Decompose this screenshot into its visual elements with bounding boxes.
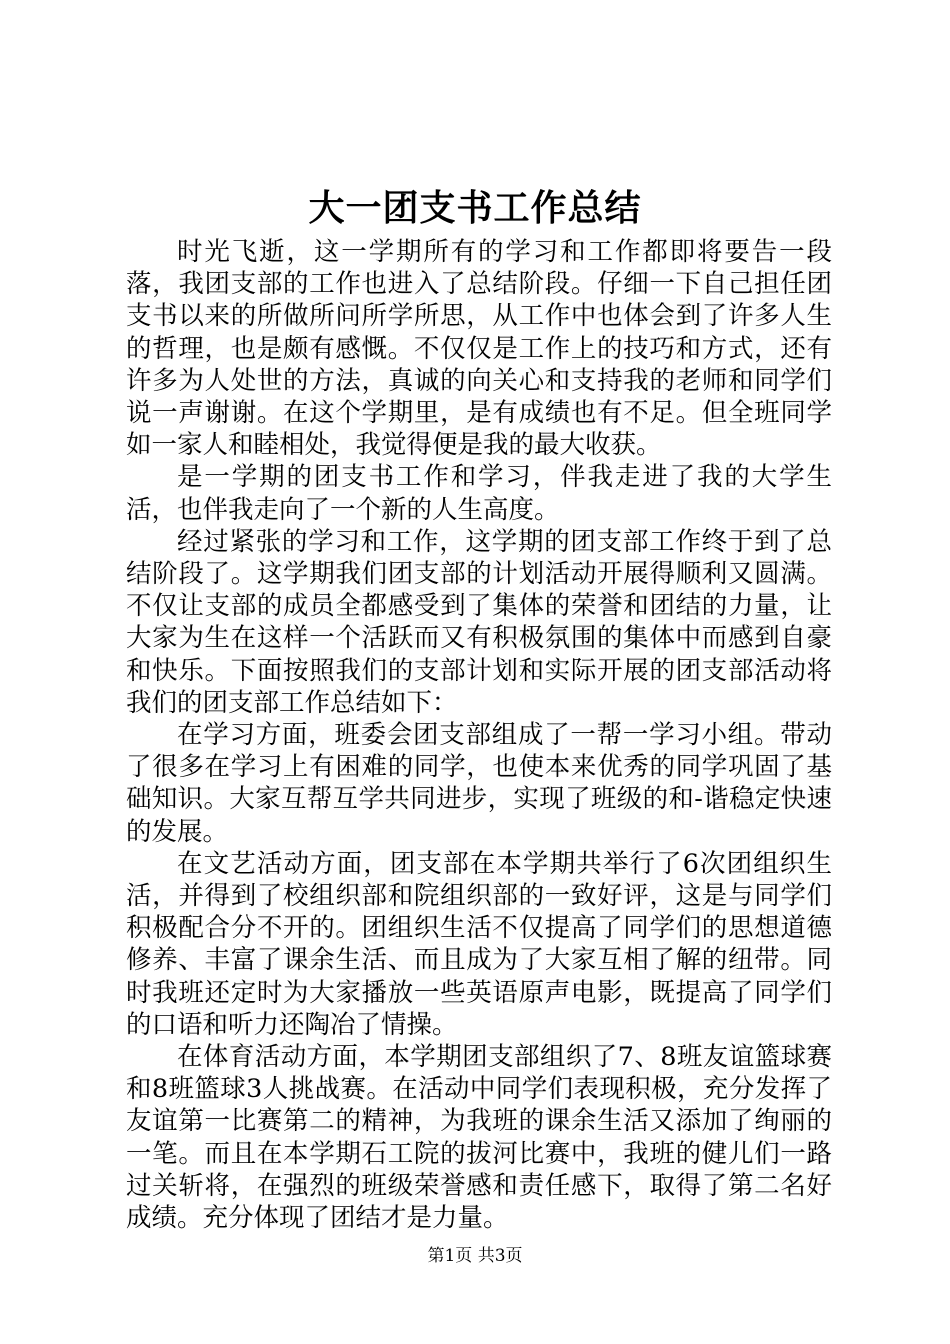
document-title: 大一团支书工作总结: [308, 187, 642, 229]
paragraph-study: 在学习方面，班委会团支部组成了一帮一学习小组。带动了很多在学习上有困难的同学，也使本来优秀的同学巩固了基础知识。大家互帮互学共同进步，实现了班级的和-谐稳定快速的发展。: [126, 720, 832, 847]
page-number-footer: 第1页 共3页: [427, 1246, 523, 1266]
paragraph-intro: 时光飞逝，这一学期所有的学习和工作都即将要告一段落，我团支部的工作也进入了总结阶段。仔细一下自己担任团支书以来的所做所问所学所思，从工作中也体会到了许多人生的哲理，也是颇有感慨。不仅仅是工作上的技巧和方式，还有许多为人处世的方法，真诚的向关心和支持我的老师和同学们说一声谢谢。在这个学期里，是有成绩也有不足。但全班同学如一家人和睦相处，我觉得便是我的最大收获。: [126, 237, 832, 461]
paragraph-summary-lead: 经过紧张的学习和工作，这学期的团支部工作终于到了总结阶段了。这学期我们团支部的计划活动开展得顺利又圆满。不仅让支部的成员全都感受到了集体的荣誉和团结的力量，让大家为生在这样一个活跃而又有积极氛围的集体中而感到自豪和快乐。下面按照我们的支部计划和实际开展的团支部活动将我们的团支部工作总结如下：: [126, 526, 832, 718]
paragraph-arts: 在文艺活动方面，团支部在本学期共举行了6次团组织生活，并得到了校组织部和院组织部的一致好评，这是与同学们积极配合分不开的。团组织生活不仅提高了同学们的思想道德修养、丰富了课余生活、而且成为了大家互相了解的纽带。同时我班还定时为大家播放一些英语原声电影，既提高了同学们的口语和听力还陶冶了情操。: [126, 848, 832, 1040]
paragraph-sports: 在体育活动方面，本学期团支部组织了7、8班友谊篮球赛和8班篮球3人挑战赛。在活动中同学们表现积极，充分发挥了友谊第一比赛第二的精神，为我班的课余生活又添加了绚丽的一笔。而且在本学期石工院的拔河比赛中，我班的健儿们一路过关斩将，在强烈的班级荣誉感和责任感下，取得了第二名好成绩。充分体现了团结才是力量。: [126, 1042, 832, 1234]
document-body: [126, 236, 832, 1234]
paragraph-overview: 是一学期的团支书工作和学习，伴我走进了我的大学生活，也伴我走向了一个新的人生高度。: [126, 462, 832, 525]
